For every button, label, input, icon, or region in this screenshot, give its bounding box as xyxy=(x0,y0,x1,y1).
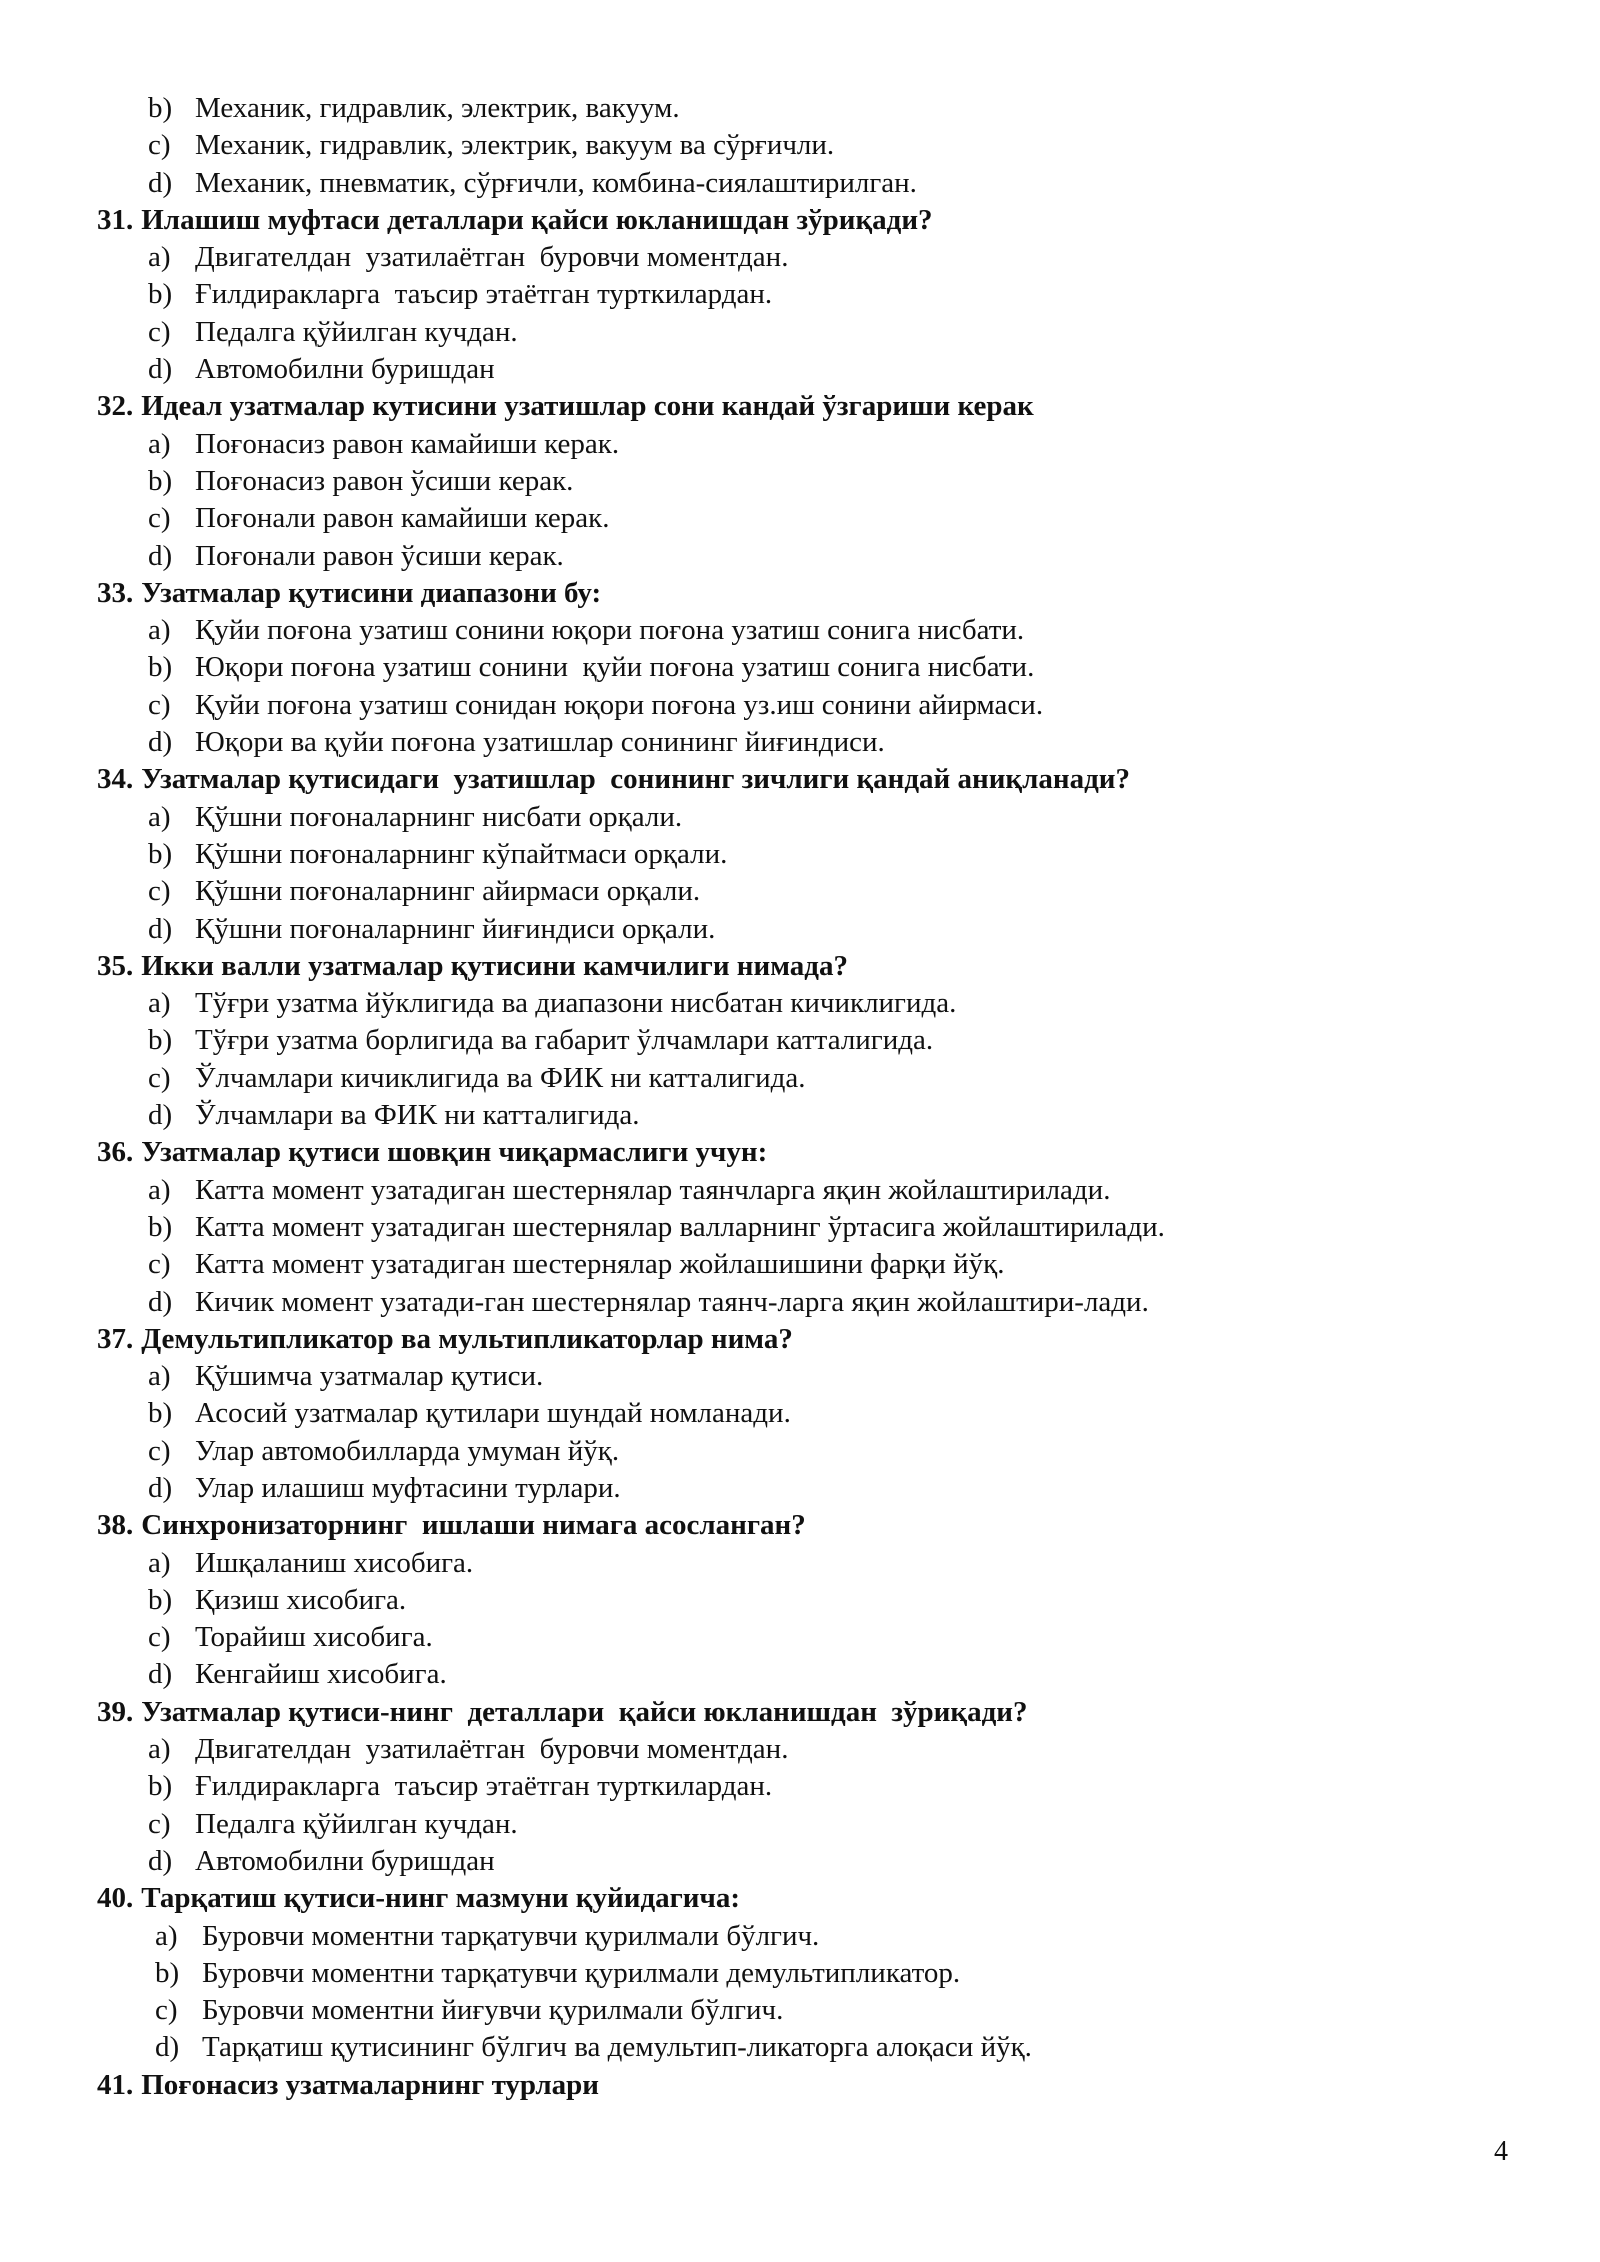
option-letter: c) xyxy=(148,1061,171,1094)
question-heading xyxy=(0,388,1600,425)
question-text: Узатмалар қутисини диапазони бу: xyxy=(141,576,602,609)
option-text: Тўғри узатма йўклигида ва диапазони нисбатан кичиклигида. xyxy=(195,987,957,1020)
answer-option xyxy=(0,127,1600,164)
question-heading xyxy=(0,761,1600,798)
answer-option xyxy=(0,1284,1600,1321)
option-letter: b) xyxy=(148,1770,173,1803)
answer-option xyxy=(0,239,1600,276)
answer-option xyxy=(0,1656,1600,1693)
option-letter: d) xyxy=(148,1658,173,1691)
answer-option xyxy=(0,873,1600,910)
option-letter: d) xyxy=(148,353,173,386)
option-letter: c) xyxy=(148,315,171,348)
option-letter: a) xyxy=(148,800,171,833)
question-heading xyxy=(0,1694,1600,1731)
answer-option xyxy=(0,1358,1600,1395)
option-letter: c) xyxy=(148,875,171,908)
answer-option xyxy=(0,1246,1600,1283)
option-letter: b) xyxy=(148,1210,173,1243)
answer-option xyxy=(0,1545,1600,1582)
answer-option xyxy=(0,1022,1600,1059)
question-number: 36. xyxy=(97,1136,134,1169)
question-text: Поғонасиз узатмаларнинг турлари xyxy=(141,2068,599,2101)
option-text: Юқори ва қуйи поғона узатишлар сонининг йиғиндиси. xyxy=(195,726,885,759)
answer-option xyxy=(0,1470,1600,1507)
answer-option xyxy=(0,1395,1600,1432)
option-letter: c) xyxy=(148,129,171,162)
question-heading xyxy=(0,2067,1600,2104)
answer-option xyxy=(0,1955,1600,1992)
option-letter: a) xyxy=(148,1360,171,1393)
answer-option xyxy=(0,1806,1600,1843)
option-letter: d) xyxy=(148,1285,173,1318)
option-text: Юқори поғона узатиш сонини қуйи поғона узатиш сонига нисбати. xyxy=(195,651,1035,684)
option-text: Автомобилни буришдан xyxy=(195,1844,495,1877)
question-number: 32. xyxy=(97,390,134,423)
option-text: Қўшимча узатмалар қутиси. xyxy=(195,1360,544,1393)
option-letter: c) xyxy=(148,688,171,721)
answer-option xyxy=(0,1731,1600,1768)
option-letter: b) xyxy=(148,1024,173,1057)
option-letter: d) xyxy=(148,912,173,945)
option-letter: d) xyxy=(148,726,173,759)
answer-option xyxy=(0,165,1600,202)
question-number: 37. xyxy=(97,1322,134,1355)
question-number: 41. xyxy=(97,2068,134,2101)
answer-option xyxy=(0,2029,1600,2066)
option-text: Қуйи поғона узатиш сонидан юқори поғона уз.иш сонини айирмаси. xyxy=(195,688,1044,721)
question-text: Демультипликатор ва мультипликаторлар нима? xyxy=(141,1322,793,1355)
question-number: 34. xyxy=(97,763,134,796)
question-heading xyxy=(0,1507,1600,1544)
answer-option xyxy=(0,1918,1600,1955)
option-letter: b) xyxy=(148,464,173,497)
question-number: 38. xyxy=(97,1509,134,1542)
question-heading xyxy=(0,202,1600,239)
option-text: Двигателдан узатилаётган буровчи моментдан. xyxy=(195,1733,789,1766)
option-text: Буровчи моментни тарқатувчи қурилмали бўлгич. xyxy=(202,1919,820,1952)
question-heading xyxy=(0,948,1600,985)
option-letter: d) xyxy=(148,166,173,199)
answer-option xyxy=(0,612,1600,649)
option-text: Улар илашиш муфтасини турлари. xyxy=(195,1471,621,1504)
option-letter: a) xyxy=(148,987,171,1020)
option-letter: d) xyxy=(148,539,173,572)
answer-option xyxy=(0,538,1600,575)
answer-option xyxy=(0,724,1600,761)
option-text: Механик, гидравлик, электрик, вакуум ва сўрғичли. xyxy=(195,129,835,162)
option-letter: c) xyxy=(148,1434,171,1467)
question-text: Узатмалар қутиси шовқин чиқармаслиги учун: xyxy=(141,1136,768,1169)
option-text: Торайиш хисобига. xyxy=(195,1621,433,1654)
answer-option xyxy=(0,1843,1600,1880)
question-heading xyxy=(0,1321,1600,1358)
option-letter: b) xyxy=(148,278,173,311)
option-letter: c) xyxy=(148,502,171,535)
question-heading xyxy=(0,1134,1600,1171)
answer-option xyxy=(0,463,1600,500)
answer-option xyxy=(0,1209,1600,1246)
answer-option xyxy=(0,1768,1600,1805)
option-text: Буровчи моментни тарқатувчи қурилмали демультипликатор. xyxy=(202,1956,961,1989)
answer-option xyxy=(0,500,1600,537)
question-text: Икки валли узатмалар қутисини камчилиги нимада? xyxy=(141,949,848,982)
option-text: Ўлчамлари кичиклигида ва ФИК ни катталигида. xyxy=(195,1061,806,1094)
option-text: Қизиш хисобига. xyxy=(195,1583,407,1616)
answer-option xyxy=(0,1992,1600,2029)
option-letter: d) xyxy=(148,1099,173,1132)
option-text: Улар автомобилларда умуман йўқ. xyxy=(195,1434,620,1467)
option-letter: a) xyxy=(155,1919,178,1952)
option-letter: a) xyxy=(148,614,171,647)
option-letter: b) xyxy=(148,1583,173,1616)
option-letter: a) xyxy=(148,427,171,460)
option-text: Ўлчамлари ва ФИК ни катталигида. xyxy=(195,1099,640,1132)
option-letter: b) xyxy=(155,1956,180,1989)
answer-option xyxy=(0,836,1600,873)
answer-option xyxy=(0,649,1600,686)
page-number: 4 xyxy=(1494,2136,1508,2167)
option-text: Поғонали равон камайиши керак. xyxy=(195,502,610,535)
option-letter: b) xyxy=(148,837,173,870)
option-letter: a) xyxy=(148,1173,171,1206)
option-text: Тарқатиш қутисининг бўлгич ва демультип-ликаторга алоқаси йўқ. xyxy=(202,2031,1032,2064)
document-body xyxy=(0,90,1600,2104)
option-text: Қуйи поғона узатиш сонини юқори поғона узатиш сонига нисбати. xyxy=(195,614,1025,647)
question-number: 33. xyxy=(97,576,134,609)
option-text: Катта момент узатадиган шестернялар таянчларга яқин жойлаштирилади. xyxy=(195,1173,1111,1206)
option-text: Педалга қўйилган кучдан. xyxy=(195,1807,518,1840)
option-letter: c) xyxy=(148,1807,171,1840)
option-letter: b) xyxy=(148,651,173,684)
option-text: Механик, пневматик, сўрғичли, комбина-сиялаштирилган. xyxy=(195,166,917,199)
question-text: Синхронизаторнинг ишлаши нимага асосланган? xyxy=(141,1509,806,1542)
option-letter: d) xyxy=(148,1844,173,1877)
option-text: Ишқаланиш хисобига. xyxy=(195,1546,474,1579)
option-text: Буровчи моментни йиғувчи қурилмали бўлгич. xyxy=(202,1994,784,2027)
answer-option xyxy=(0,985,1600,1022)
question-heading xyxy=(0,1880,1600,1917)
answer-option xyxy=(0,1433,1600,1470)
answer-option xyxy=(0,911,1600,948)
option-letter: a) xyxy=(148,1546,171,1579)
answer-option xyxy=(0,90,1600,127)
option-letter: c) xyxy=(148,1621,171,1654)
option-text: Поғонали равон ўсиши керак. xyxy=(195,539,564,572)
option-text: Механик, гидравлик, электрик, вакуум. xyxy=(195,92,680,124)
answer-option xyxy=(0,276,1600,313)
option-text: Педалга қўйилган кучдан. xyxy=(195,315,518,348)
option-text: Поғонасиз равон камайиши керак. xyxy=(195,427,620,460)
question-text: Илашиш муфтаси деталлари қайси юкланишдан зўриқади? xyxy=(141,203,933,236)
question-heading xyxy=(0,575,1600,612)
question-number: 35. xyxy=(97,949,134,982)
option-text: Катта момент узатадиган шестернялар жойлашишини фарқи йўқ. xyxy=(195,1248,1005,1281)
question-number: 39. xyxy=(97,1695,134,1728)
answer-option xyxy=(0,1619,1600,1656)
option-letter: c) xyxy=(148,1248,171,1281)
option-text: Қўшни поғоналарнинг нисбати орқали. xyxy=(195,800,683,833)
question-number: 31. xyxy=(97,203,134,236)
option-letter: b) xyxy=(148,1397,173,1430)
answer-option xyxy=(0,351,1600,388)
answer-option xyxy=(0,1582,1600,1619)
option-text: Қўшни поғоналарнинг йиғиндиси орқали. xyxy=(195,912,716,945)
answer-option xyxy=(0,426,1600,463)
answer-option xyxy=(0,1172,1600,1209)
option-letter: a) xyxy=(148,241,171,274)
option-text: Кенгайиш хисобига. xyxy=(195,1658,447,1691)
option-text: Кичик момент узатади-ган шестернялар таянч-ларга яқин жойлаштири-лади. xyxy=(195,1285,1149,1318)
answer-option xyxy=(0,1097,1600,1134)
option-text: Қўшни поғоналарнинг айирмаси орқали. xyxy=(195,875,701,908)
option-text: Автомобилни буришдан xyxy=(195,353,495,386)
option-letter: d) xyxy=(155,2031,180,2064)
option-text: Двигателдан узатилаётган буровчи моментдан. xyxy=(195,241,789,274)
option-text: Қўшни поғоналарнинг кўпайтмаси орқали. xyxy=(195,837,728,870)
option-text: Поғонасиз равон ўсиши керак. xyxy=(195,464,574,497)
option-letter: c) xyxy=(155,1994,178,2027)
option-letter: d) xyxy=(148,1471,173,1504)
question-text: Идеал узатмалар кутисини узатишлар сони кандай ўзгариши керак xyxy=(141,390,1034,423)
answer-option xyxy=(0,314,1600,351)
option-text: Ғилдиракларга таъсир этаётган турткилардан. xyxy=(195,278,773,311)
question-number: 40. xyxy=(97,1882,134,1915)
option-text: Тўғри узатма борлигида ва габарит ўлчамлари катталигида. xyxy=(195,1024,934,1057)
question-text: Тарқатиш қутиси-нинг мазмуни қуйидагича: xyxy=(141,1882,740,1915)
option-letter: b) xyxy=(148,92,173,124)
answer-option xyxy=(0,1060,1600,1097)
answer-option xyxy=(0,799,1600,836)
answer-option xyxy=(0,687,1600,724)
option-text: Асосий узатмалар қутилари шундай номланади. xyxy=(195,1397,791,1430)
option-text: Катта момент узатадиган шестернялар валларнинг ўртасига жойлаштирилади. xyxy=(195,1210,1165,1243)
question-text: Узатмалар қутисидаги узатишлар сонининг зичлиги қандай аниқланади? xyxy=(141,763,1130,796)
option-text: Ғилдиракларга таъсир этаётган турткилардан. xyxy=(195,1770,773,1803)
option-letter: a) xyxy=(148,1733,171,1766)
question-text: Узатмалар қутиси-нинг деталлари қайси юкланишдан зўриқади? xyxy=(141,1695,1028,1728)
